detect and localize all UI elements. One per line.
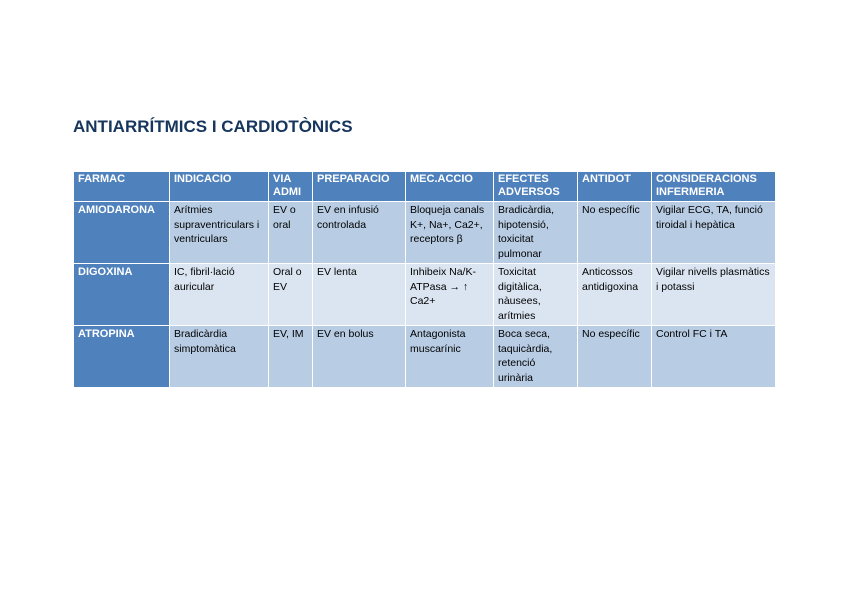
cell-antidot: No específic bbox=[578, 326, 652, 388]
cell-via: Oral o EV bbox=[269, 264, 313, 326]
cell-antidot: No específic bbox=[578, 202, 652, 264]
cell-consideracions: Vigilar nivells plasmàtics i potassi bbox=[652, 264, 776, 326]
cell-mecanisme: Antagonista muscarínic bbox=[406, 326, 494, 388]
table-row bbox=[74, 202, 776, 264]
cell-indicacio: Arítmies supraventriculars i ventriculars bbox=[170, 202, 269, 264]
table-row bbox=[74, 264, 776, 326]
cell-via: EV o oral bbox=[269, 202, 313, 264]
cell-antidot: Anticossos antidigoxina bbox=[578, 264, 652, 326]
cell-preparacio: EV en bolus bbox=[313, 326, 406, 388]
column-header-indicacio: INDICACIO bbox=[170, 172, 269, 202]
column-header-efectes: EFECTES ADVERSOS bbox=[494, 172, 578, 202]
cell-efectes: Bradicàrdia, hipotensió, toxicitat pulmonar bbox=[494, 202, 578, 264]
cell-consideracions: Vigilar ECG, TA, funció tiroidal i hepàtica bbox=[652, 202, 776, 264]
table-header-row bbox=[74, 172, 776, 202]
cell-mecanisme: Inhibeix Na/K-ATPasa → ↑ Ca2+ bbox=[406, 264, 494, 326]
cell-indicacio: Bradicàrdia simptomàtica bbox=[170, 326, 269, 388]
cell-efectes: Boca seca, taquicàrdia, retenció urinària bbox=[494, 326, 578, 388]
cell-mecanisme: Bloqueja canals K+, Na+, Ca2+, receptors β bbox=[406, 202, 494, 264]
cell-preparacio: EV lenta bbox=[313, 264, 406, 326]
cell-consideracions: Control FC i TA bbox=[652, 326, 776, 388]
table-row bbox=[74, 326, 776, 388]
column-header-consideracions: CONSIDERACIONS INFERMERIA bbox=[652, 172, 776, 202]
column-header-preparacio: PREPARACIO bbox=[313, 172, 406, 202]
cell-farmac: AMIODARONA bbox=[74, 202, 170, 264]
cell-indicacio: IC, fibril·lació auricular bbox=[170, 264, 269, 326]
cell-preparacio: EV en infusió controlada bbox=[313, 202, 406, 264]
drug-table bbox=[73, 171, 776, 388]
column-header-antidot: ANTIDOT bbox=[578, 172, 652, 202]
cell-farmac: DIGOXINA bbox=[74, 264, 170, 326]
column-header-via: VIA ADMI bbox=[269, 172, 313, 202]
cell-efectes: Toxicitat digitàlica, nàusees, arítmies bbox=[494, 264, 578, 326]
column-header-mecanisme: MEC.ACCIO bbox=[406, 172, 494, 202]
cell-farmac: ATROPINA bbox=[74, 326, 170, 388]
page-title: ANTIARRÍTMICS I CARDIOTÒNICS bbox=[73, 117, 353, 136]
cell-via: EV, IM bbox=[269, 326, 313, 388]
column-header-farmac: FARMAC bbox=[74, 172, 170, 202]
